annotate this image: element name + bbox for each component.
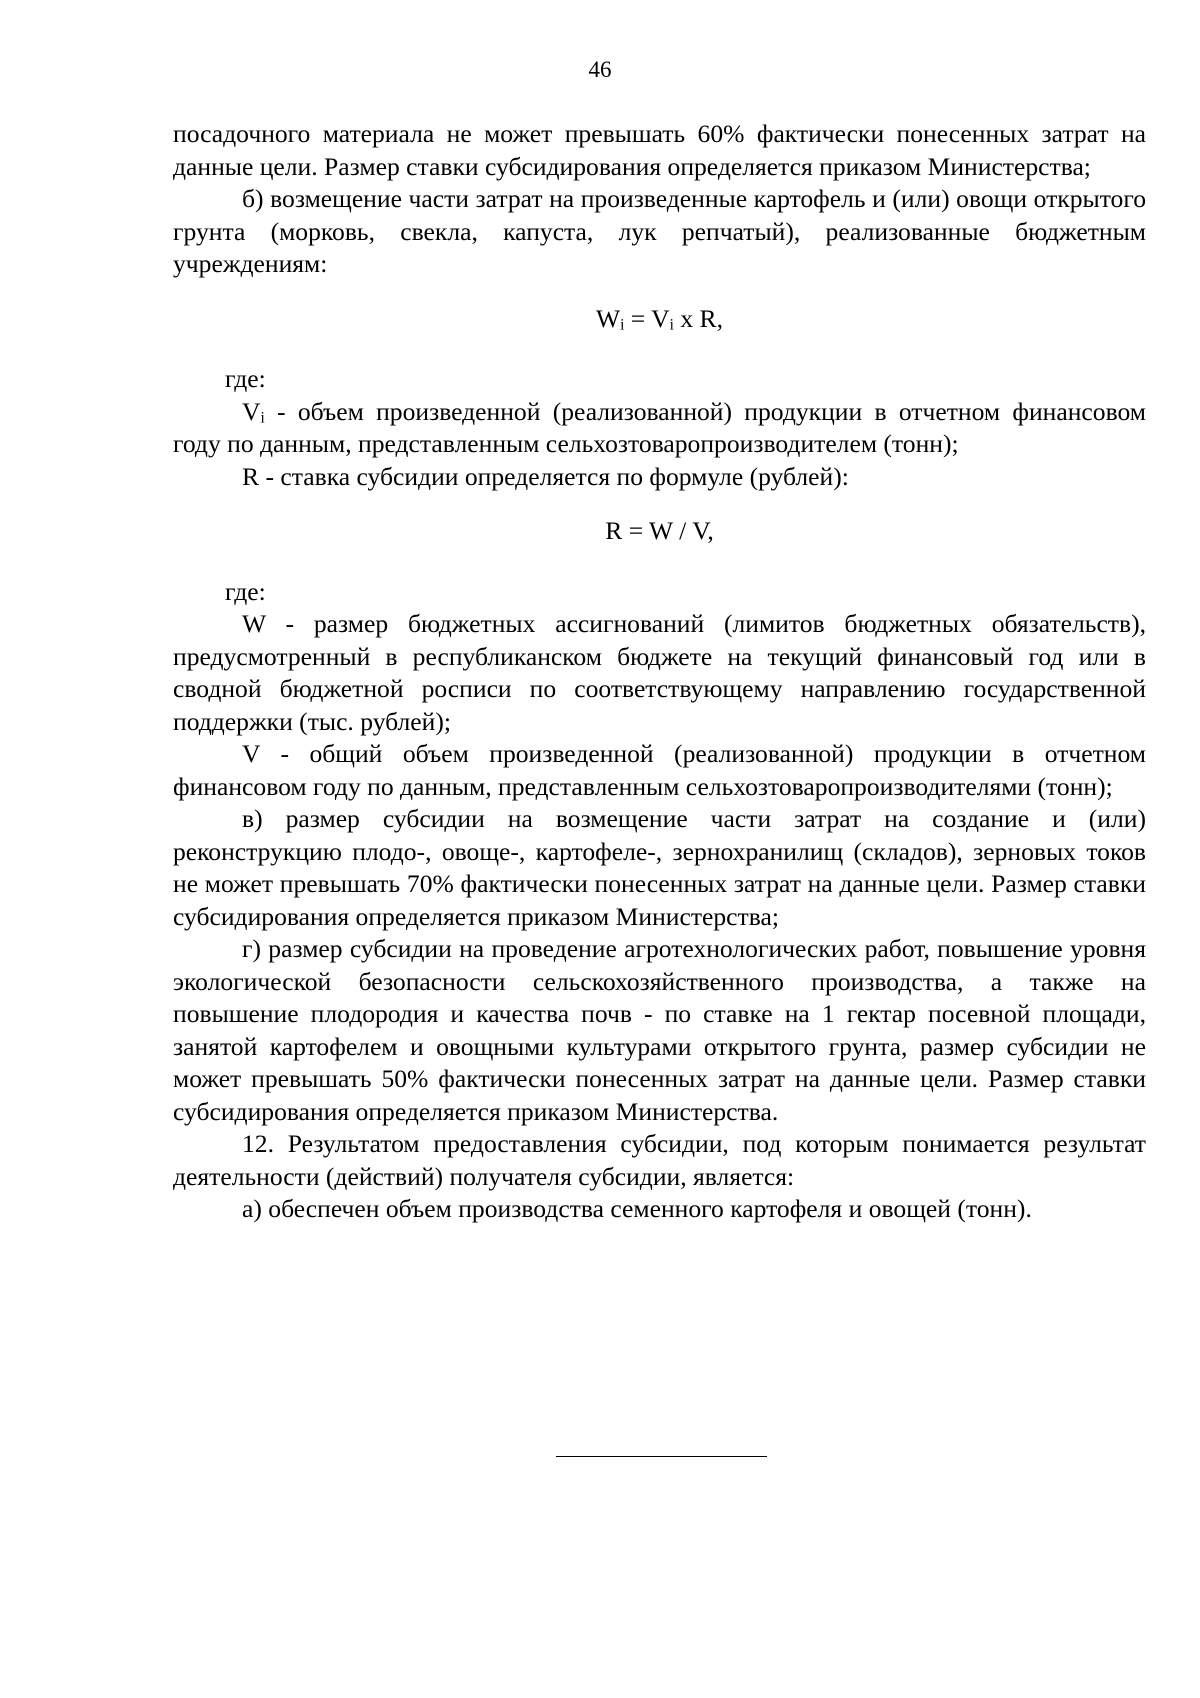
paragraph-vi-definition — [173, 396, 1146, 461]
paragraph-12: 12. Результатом предоставления субсидии, под которым понимается результат деятельности (действий) получателя субсидии, является: — [173, 1129, 1146, 1191]
formula-r: R = W / V, — [605, 516, 714, 545]
paragraph-w-definition: W - размер бюджетных ассигнований (лимитов бюджетных обязательств), предусмотренный в республиканском бюджете на текущий финансовый год или в сводной бюджетной росписи по соответствующему направлению государственной поддержки (тыс. рублей); — [173, 609, 1146, 736]
where-label-1: где: — [225, 364, 266, 393]
paragraph-item-g: г) размер субсидии на проведение агротехнологических работ, повышение уровня экологической безопасности сельскохозяйственного производства, а также на повышение плодородия и качества почв - по ставке на 1 гектар посевной площади, занятой картофелем и овощными культурами открытого грунта, размер субсидии не может превышать 50% фактически понесенных затрат на данные цели. Размер ставки субсидирования определяется приказом Министерства. — [173, 934, 1146, 1126]
vi-definition-text: - объем произведенной (реализованной) продукции в отчетном финансовом году по данным, представленным сельхозтоваропроизводителем (тонн); — [173, 396, 1146, 458]
formula-wi-w: W — [595, 303, 621, 333]
paragraph-r-definition: R - ставка субсидии определяется по формуле (рублей): — [242, 461, 849, 491]
end-divider-line — [556, 1456, 767, 1457]
paragraph-item-b: б) возмещение части затрат на произведенные картофель и (или) овощи открытого грунта (морковь, свекла, капуста, лук репчатый), реализованные бюджетным учреждениям: — [173, 184, 1146, 278]
document-body — [173, 118, 1146, 1226]
formula-wi-rest: x R, — [673, 303, 724, 333]
formula-wi-w-subscript: i — [620, 315, 625, 333]
paragraph-v-definition: V - общий объем произведенной (реализованной) продукции в отчетном финансовом году по данным, представленным сельхозтоваропроизводителями (тонн); — [173, 739, 1146, 801]
paragraph-item-a: а) обеспечен объем производства семенного картофеля и овощей (тонн). — [242, 1194, 1032, 1223]
term-vi: V — [242, 396, 261, 426]
paragraph-item-v: в) размер субсидии на возмещение части затрат на создание и (или) реконструкцию плодо-, овоще-, картофеле-, зернохранилищ (складов), зерновых токов не может превышать 70% фактически понесенных затрат на данные цели. Размер ставки субсидирования определяется приказом Министерства; — [173, 804, 1146, 931]
formula-wi — [173, 303, 1146, 336]
term-vi-subscript: i — [260, 408, 265, 426]
formula-wi-v-subscript: i — [669, 315, 674, 333]
where-label-2: где: — [225, 576, 266, 606]
formula-wi-eq-v: = V — [624, 303, 670, 333]
paragraph-continuation: посадочного материала не может превышать 60% фактически понесенных затрат на данные цели. Размер ставки субсидирования определяется приказом Министерства; — [173, 119, 1146, 181]
page-number: 46 — [588, 57, 612, 82]
